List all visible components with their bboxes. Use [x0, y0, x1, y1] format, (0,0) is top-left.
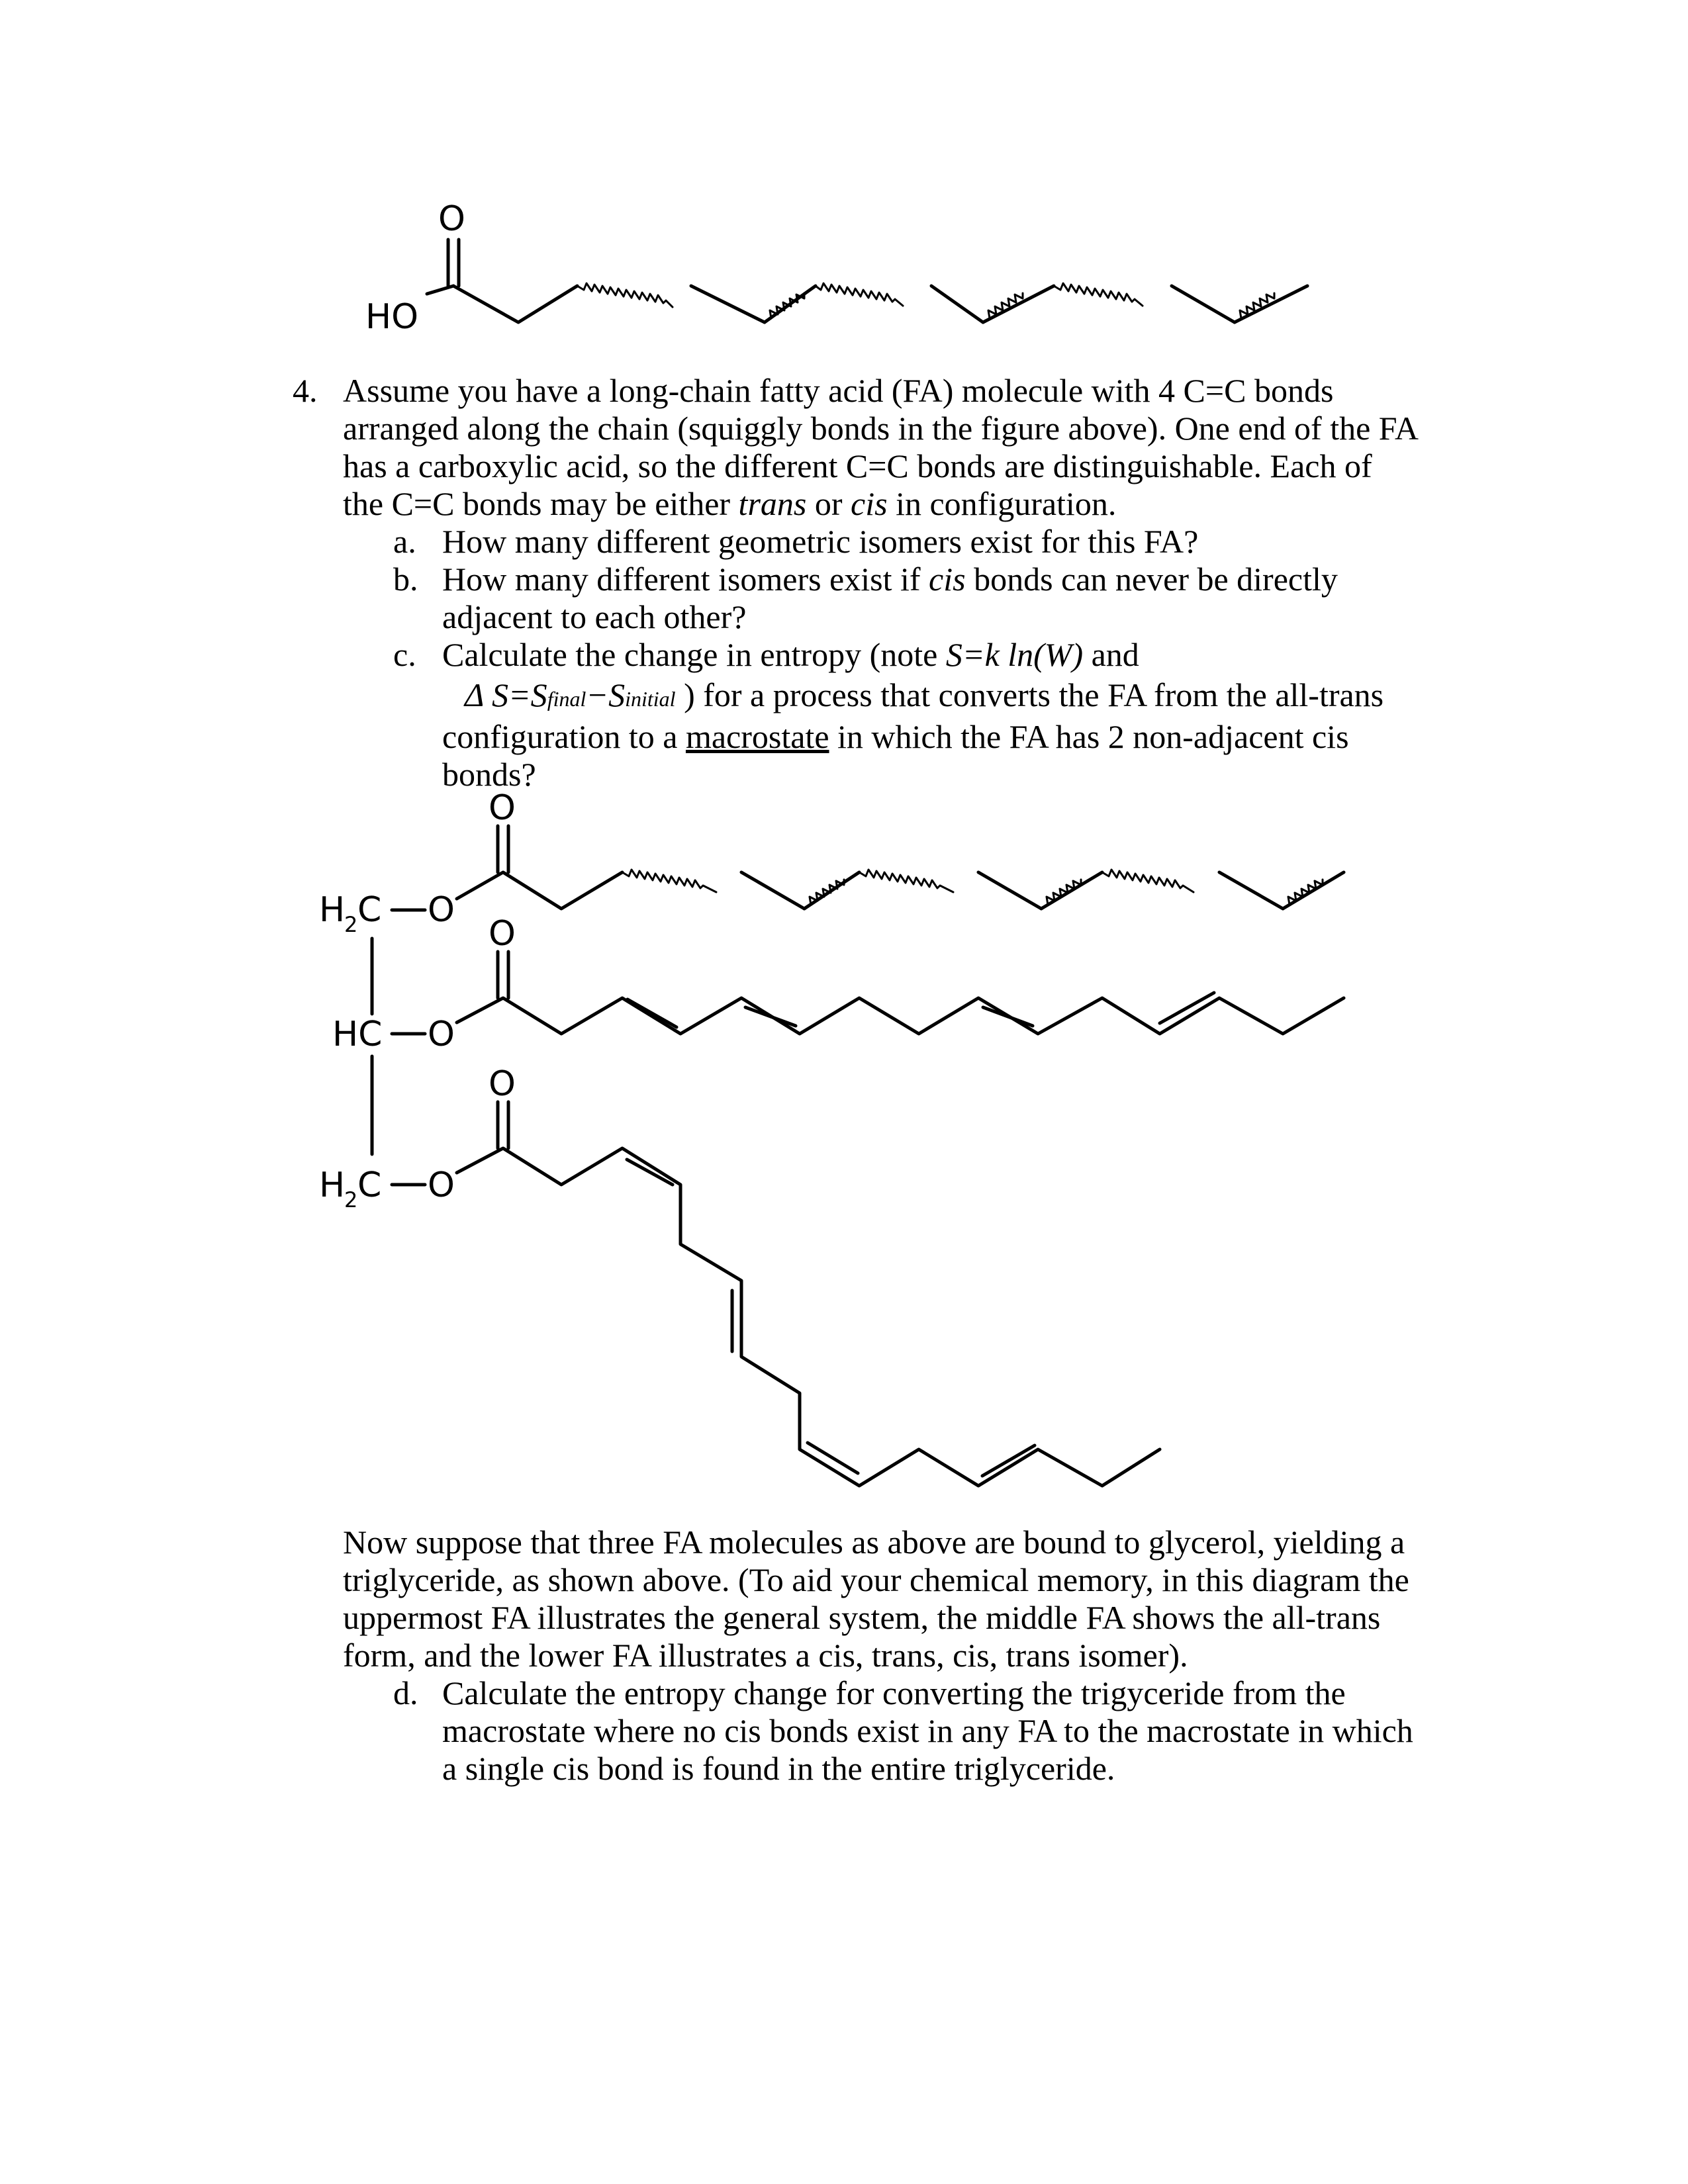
intro-line-3: has a carboxylic acid, so the different C=C bonds are distinguishable. Each of	[343, 447, 1372, 484]
para2-line-1: Now suppose that three FA molecules as above are bound to glycerol, yielding a	[343, 1524, 1405, 1561]
question-number: 4.	[293, 372, 318, 409]
macrostate-term: macrostate	[685, 718, 829, 755]
upper-fatty-acid-skeleton	[457, 826, 1344, 909]
para2-line-4: form, and the lower FA illustrates a cis, trans, cis, trans isomer).	[343, 1637, 1188, 1674]
part-d-label: d.	[393, 1674, 418, 1711]
top-squiggly-bonds	[577, 283, 1274, 322]
tri-carbonyl-o-2: O	[489, 914, 516, 954]
part-b-line-1	[442, 561, 1475, 598]
part-c-line-3-post: in which the FA has 2 non-adjacent cis	[829, 718, 1349, 755]
tri-carbonyl-o-3: O	[489, 1064, 516, 1104]
intro-line-4-pre: the C=C bonds may be either	[343, 485, 739, 522]
middle-fatty-acid-all-trans	[457, 952, 1344, 1034]
row1-subscript: 2	[344, 912, 358, 937]
lower-fatty-acid-mixed	[457, 1102, 1160, 1486]
intro-line-1: Assume you have a long-chain fatty acid (FA) molecule with 4 C=C bonds	[343, 372, 1334, 409]
part-c-line-2	[442, 676, 1475, 718]
row3-h-label: H	[319, 1165, 346, 1205]
intro-line-4	[343, 485, 1481, 523]
part-c-line-1-post: and	[1083, 636, 1139, 673]
entropy-formula: S=k ln(W)	[945, 636, 1084, 673]
part-c-line-1-pre: Calculate the change in entropy (note	[442, 636, 946, 673]
top-hydroxyl-label: HO	[365, 297, 419, 337]
part-b-line-1-pre: How many different isomers exist if	[442, 561, 929, 598]
intro-line-4-mid: or	[806, 485, 851, 522]
upper-squiggly-bonds	[622, 870, 1323, 909]
tri-ester-o-2: O	[428, 1015, 455, 1054]
delta-s-formula: Δ S=S	[465, 676, 547, 713]
part-c-line-2-post: ) for a process that converts the FA from the all-trans	[675, 676, 1384, 713]
tri-carbonyl-o-1: O	[489, 788, 516, 828]
part-c-label: c.	[393, 636, 416, 673]
cis-term: cis	[851, 485, 888, 522]
intro-line-4-post: in configuration.	[887, 485, 1117, 522]
row3-c-label: C	[357, 1165, 382, 1205]
part-b-line-1-post: bonds can never be directly	[965, 561, 1338, 598]
part-d-line-3: a single cis bond is found in the entire triglyceride.	[442, 1750, 1115, 1787]
para2-line-2: triglyceride, as shown above. (To aid your chemical memory, in this diagram the	[343, 1561, 1409, 1598]
question-intro	[343, 372, 1481, 523]
part-c-text	[442, 636, 1475, 794]
tri-ester-o-1: O	[428, 890, 455, 930]
part-d-line-1: Calculate the entropy change for converting the trigyceride from the	[442, 1674, 1346, 1711]
row1-h-label: H	[319, 890, 346, 930]
tri-ester-o-3: O	[428, 1165, 455, 1205]
part-c-line-4: bonds?	[442, 756, 536, 793]
row2-hc-label: HC	[332, 1015, 383, 1054]
initial-subscript: initial	[625, 687, 676, 711]
row1-c-label: C	[357, 890, 382, 930]
part-c-line-3	[442, 718, 1475, 756]
part-d-line-2: macrostate where no cis bonds exist in any FA to the macrostate in which	[442, 1712, 1413, 1749]
part-b-line-2: adjacent to each other?	[442, 598, 747, 635]
part-b-cis-term: cis	[929, 561, 966, 598]
row3-subscript: 2	[344, 1187, 358, 1212]
part-a-text: How many different geometric isomers exist for this FA?	[442, 523, 1199, 560]
top-carbonyl-o-label: O	[438, 199, 465, 239]
part-b-label: b.	[393, 561, 418, 598]
part-c-line-3-pre: configuration to a	[442, 718, 686, 755]
trans-term: trans	[738, 485, 807, 522]
para2-line-3: uppermost FA illustrates the general system, the middle FA shows the all-trans	[343, 1599, 1381, 1636]
top-fatty-acid-skeleton	[427, 240, 1307, 322]
part-a-label: a.	[393, 523, 416, 560]
part-c-line-1	[442, 636, 1475, 674]
triglyceride-paragraph	[343, 1524, 1481, 1674]
intro-line-2: arranged along the chain (squiggly bonds in the figure above). One end of the FA	[343, 410, 1419, 447]
part-d-text	[442, 1674, 1475, 1788]
final-subscript: final	[547, 687, 586, 711]
minus-s: −S	[586, 676, 626, 713]
part-b-text	[442, 561, 1475, 636]
